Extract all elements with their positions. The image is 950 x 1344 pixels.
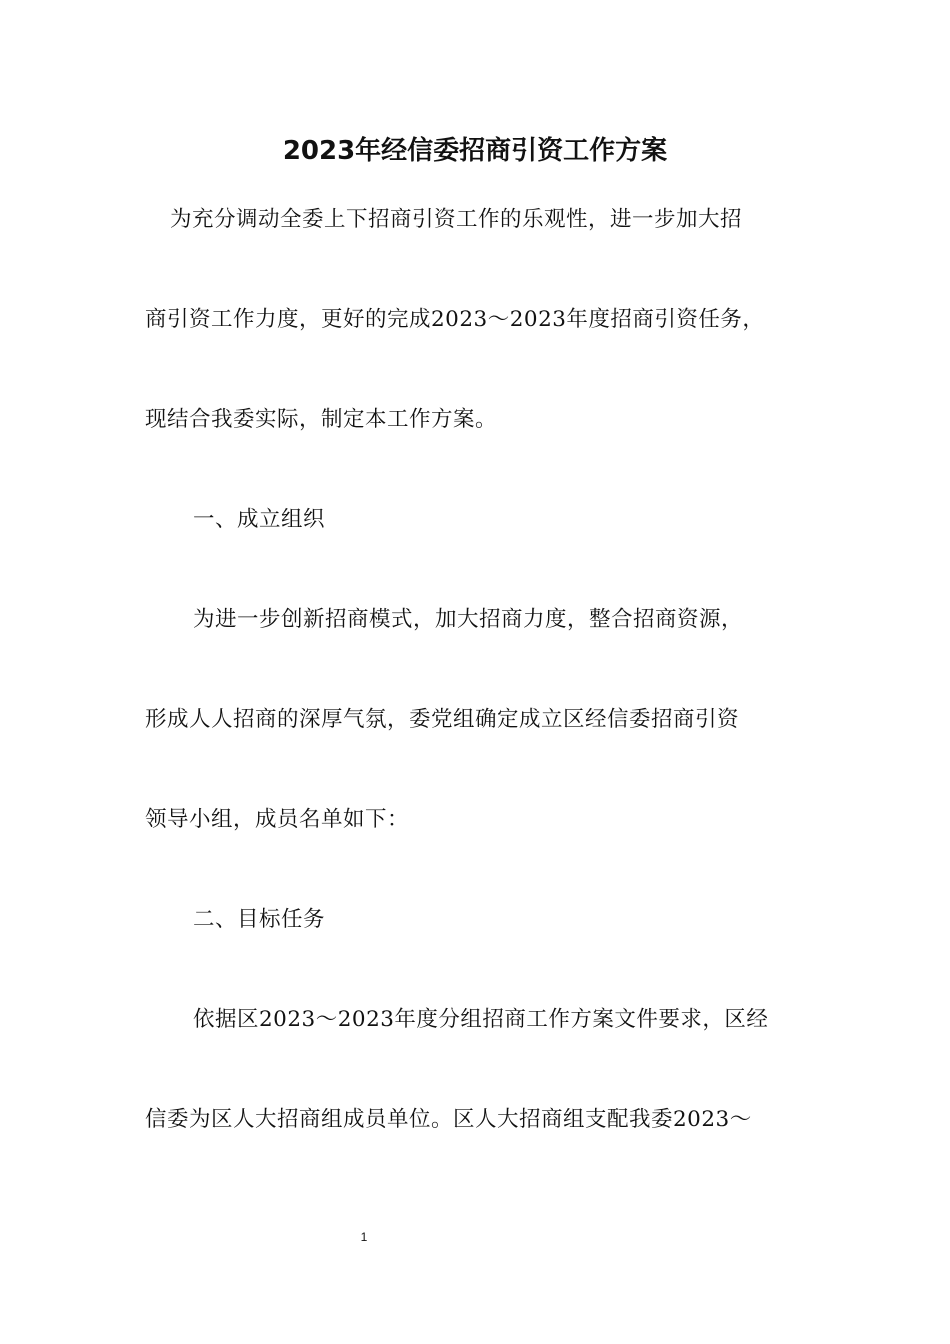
paragraph-line: 现结合我委实际，制定本工作方案。 xyxy=(145,407,498,432)
paragraph-line: 为充分调动全委上下招商引资工作的乐观性，进一步加大招 xyxy=(170,207,743,232)
page-title: 2023年经信委招商引资工作方案 xyxy=(282,136,668,166)
paragraph-line: 为进一步创新招商模式，加大招商力度，整合招商资源， xyxy=(193,607,744,632)
paragraph-line: 形成人人招商的深厚气氛，委党组确定成立区经信委招商引资 xyxy=(145,707,740,732)
page-number: 1 xyxy=(360,1230,368,1244)
section-heading: 一、成立组织 xyxy=(193,507,326,532)
paragraph-line: 依据区2023～2023年度分组招商工作方案文件要求，区经 xyxy=(193,1007,769,1032)
paragraph-line: 领导小组，成员名单如下： xyxy=(145,807,410,832)
paragraph-line: 商引资工作力度，更好的完成2023～2023年度招商引资任务， xyxy=(145,307,765,332)
paragraph-line: 信委为区人大招商组成员单位。区人大招商组支配我委2023～ xyxy=(145,1107,752,1132)
section-heading: 二、目标任务 xyxy=(193,907,326,932)
